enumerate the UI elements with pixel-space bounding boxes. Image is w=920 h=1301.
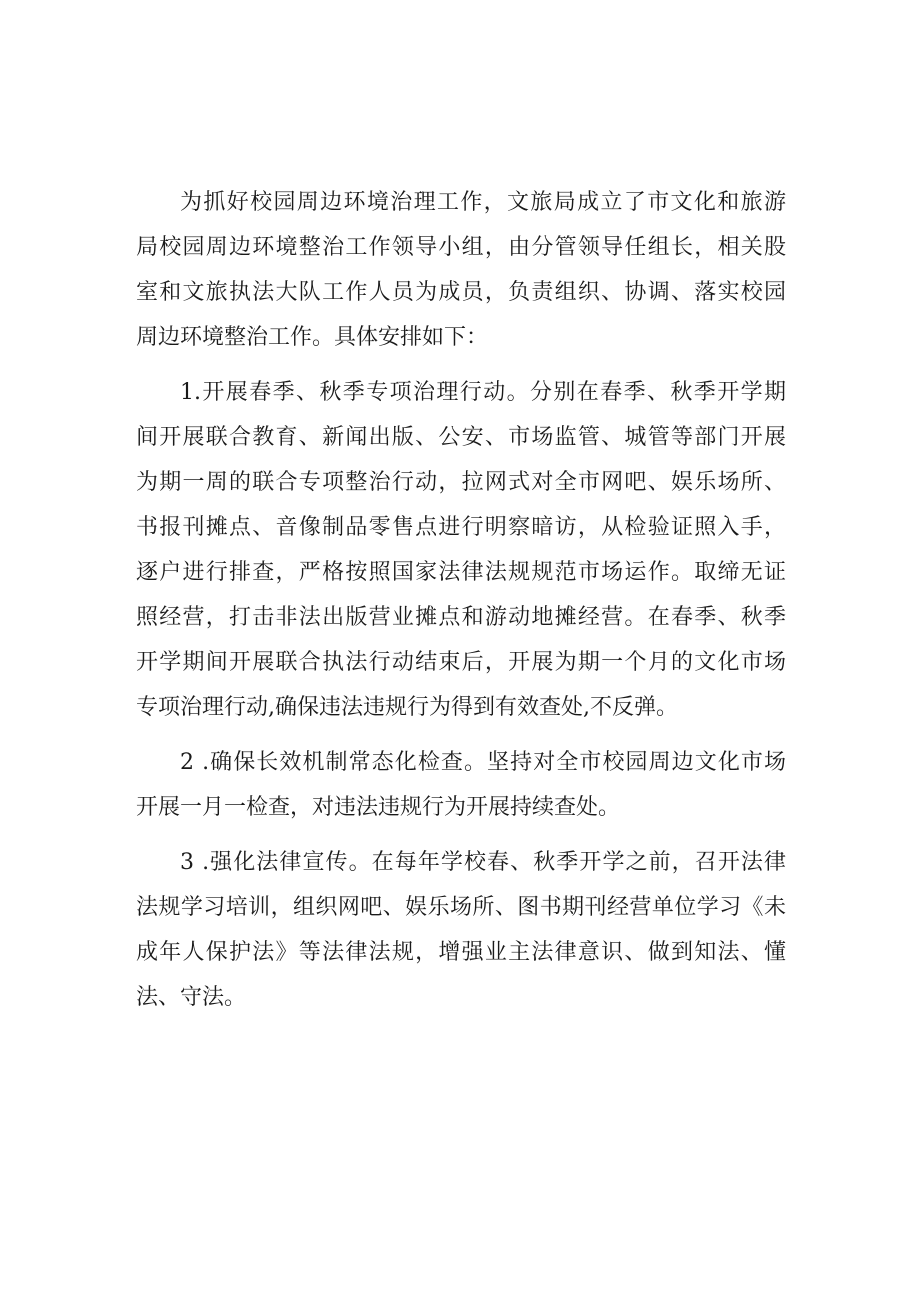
paragraph-line: 周边环境整治工作。具体安排如下： [136, 325, 489, 350]
paragraph-line: 照经营，打击非法出版营业摊点和游动地摊经营。在春季、秋季 [136, 605, 786, 630]
paragraph-line: 成年人保护法》等法律法规，增强业主法律意识、做到知法、懂 [136, 940, 786, 965]
paragraph-item-1 [136, 370, 786, 730]
paragraph-line: 专项治理行动,确保违法违规行为得到有效查处,不反弹。 [136, 695, 678, 720]
paragraph-line: 2 .确保长效机制常态化检查。坚持对全市校园周边文化市场 [180, 750, 786, 775]
paragraph-line: 室和文旅执法大队工作人员为成员，负责组织、协调、落实校园 [136, 280, 786, 305]
paragraph-line: 逐户进行排查，严格按照国家法律法规规范市场运作。取缔无证 [136, 560, 786, 585]
paragraph-line: 3 .强化法律宣传。在每年学校春、秋季开学之前，召开法律 [180, 850, 786, 875]
paragraph-line: 开展一月一检查，对违法违规行为开展持续查处。 [136, 795, 621, 820]
paragraph-line: 法规学习培训，组织网吧、娱乐场所、图书期刊经营单位学习《未 [136, 895, 786, 920]
paragraph-item-2 [136, 740, 786, 830]
paragraph-line: 书报刊摊点、音像制品零售点进行明察暗访，从检验证照入手， [136, 515, 786, 540]
paragraph-line: 开学期间开展联合执法行动结束后，开展为期一个月的文化市场 [136, 650, 786, 675]
paragraph-line: 局校园周边环境整治工作领导小组，由分管领导任组长，相关股 [136, 235, 786, 260]
paragraph-line: 为抓好校园周边环境治理工作，文旅局成立了市文化和旅游 [180, 190, 786, 215]
paragraph-item-3 [136, 840, 786, 1020]
paragraph-line: 为期一周的联合专项整治行动，拉网式对全市网吧、娱乐场所、 [136, 470, 786, 495]
document-body [136, 180, 786, 1030]
paragraph-line: 间开展联合教育、新闻出版、公安、市场监管、城管等部门开展 [136, 425, 786, 450]
paragraph-line: 1.开展春季、秋季专项治理行动。分别在春季、秋季开学期 [180, 380, 786, 405]
paragraph-line: 法、守法。 [136, 985, 247, 1010]
paragraph-intro [136, 180, 786, 360]
